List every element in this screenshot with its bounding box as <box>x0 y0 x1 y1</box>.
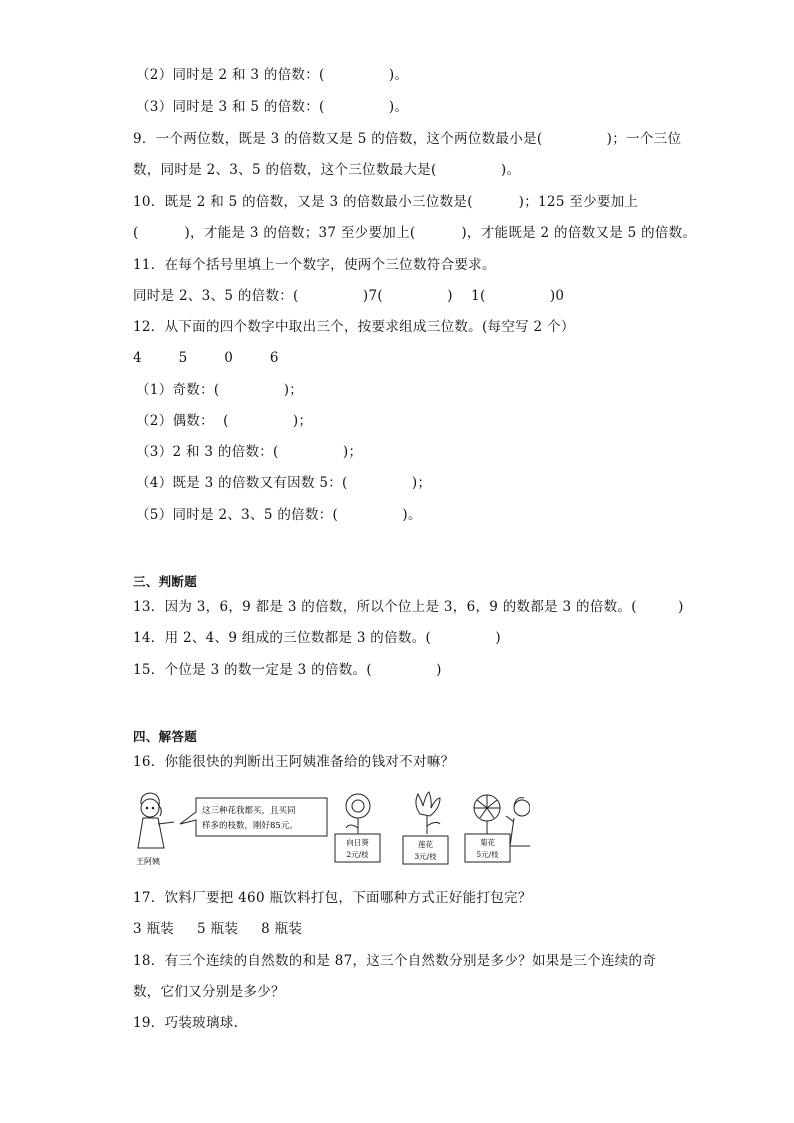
flower-3-price: 5元/枝 <box>476 850 499 859</box>
flower-1-name: 向日葵 <box>346 838 369 847</box>
question-14: 14．用 2、4、9 组成的三位数都是 3 的倍数。( ) <box>133 630 501 646</box>
question-15: 15．个位是 3 的数一定是 3 的倍数。( ) <box>133 662 442 678</box>
speaker-name: 王阿姨 <box>136 857 160 866</box>
question-9-line-2: 数，同时是 2、3、5 的倍数，这个三位数最大是( )。 <box>133 162 521 178</box>
speech-line-1: 这三种花我都买，且买同 <box>202 806 296 816</box>
question-12-part-1: （1）奇数：( )； <box>136 382 304 398</box>
question-18-line-1: 18．有三个连续的自然数的和是 87，这三个自然数分别是多少？如果是三个连续的奇 <box>133 953 657 969</box>
question-12: 12．从下面的四个数字中取出三个，按要求组成三位数。(每空写 2 个） <box>133 319 575 335</box>
flower-shop-illustration <box>130 786 530 870</box>
question-11: 11．在每个括号里填上一个数字，使两个三位数符合要求。 <box>133 257 496 273</box>
flower-2-name: 莲花 <box>418 840 433 849</box>
auntie-wang-figure <box>138 793 174 848</box>
flower-3-name: 菊花 <box>480 838 495 847</box>
question-10-line-1: 10．既是 2 和 5 的倍数，又是 3 的倍数最小三位数是( )；125 至少要加上 <box>133 194 639 210</box>
question-8-part-2: （2）同时是 2 和 3 的倍数：( )。 <box>136 67 409 83</box>
question-8-part-3: （3）同时是 3 和 5 的倍数：( )。 <box>136 99 409 115</box>
question-12-digits: 4 5 0 6 <box>133 350 279 366</box>
question-16: 16．你能很快的判断出王阿姨准备给的钱对不对嘛？ <box>133 754 455 770</box>
question-9-line-1: 9．一个两位数，既是 3 的倍数又是 5 的倍数，这个两位数最小是( )；一个三位 <box>133 131 682 147</box>
question-12-part-2: （2）偶数： ( )； <box>136 413 313 429</box>
question-11-blanks: 同时是 2、3、5 的倍数：( )7( ) 1( )0 <box>133 288 565 304</box>
section-true-false-title: 三、判断题 <box>133 574 198 589</box>
chrysanthemum-icon <box>474 795 500 834</box>
lotus-icon <box>416 792 440 834</box>
flower-2-price: 3元/枝 <box>414 852 437 861</box>
speech-bubble <box>180 798 327 836</box>
question-19: 19．巧装玻璃球. <box>133 1015 239 1031</box>
question-17: 17．饮料厂要把 460 瓶饮料打包，下面哪种方式正好能打包完？ <box>133 890 532 906</box>
question-13: 13．因为 3，6，9 都是 3 的倍数，所以个位上是 3，6，9 的数都是 3 的倍数。( ) <box>133 599 684 615</box>
question-17-options: 3 瓶装 5 瓶装 8 瓶装 <box>133 921 303 937</box>
question-12-part-5: （5）同时是 2、3、5 的倍数：( )。 <box>136 507 422 523</box>
question-12-part-3: （3）2 和 3 的倍数：( )； <box>136 444 363 460</box>
question-18-line-2: 数，它们又分别是多少？ <box>133 984 285 1000</box>
sunflower-icon <box>346 794 370 834</box>
flower-1-price: 2元/枝 <box>346 850 369 859</box>
question-12-part-4: （4）既是 3 的倍数又有因数 5：( )； <box>136 475 432 491</box>
question-10-line-2: ( )，才能是 3 的倍数；37 至少要加上( )，才能既是 2 的倍数又是 5 的倍数。 <box>133 225 697 241</box>
speech-line-2: 样多的枝数，刚好85元。 <box>202 821 298 831</box>
section-answer-title: 四、解答题 <box>133 729 198 744</box>
